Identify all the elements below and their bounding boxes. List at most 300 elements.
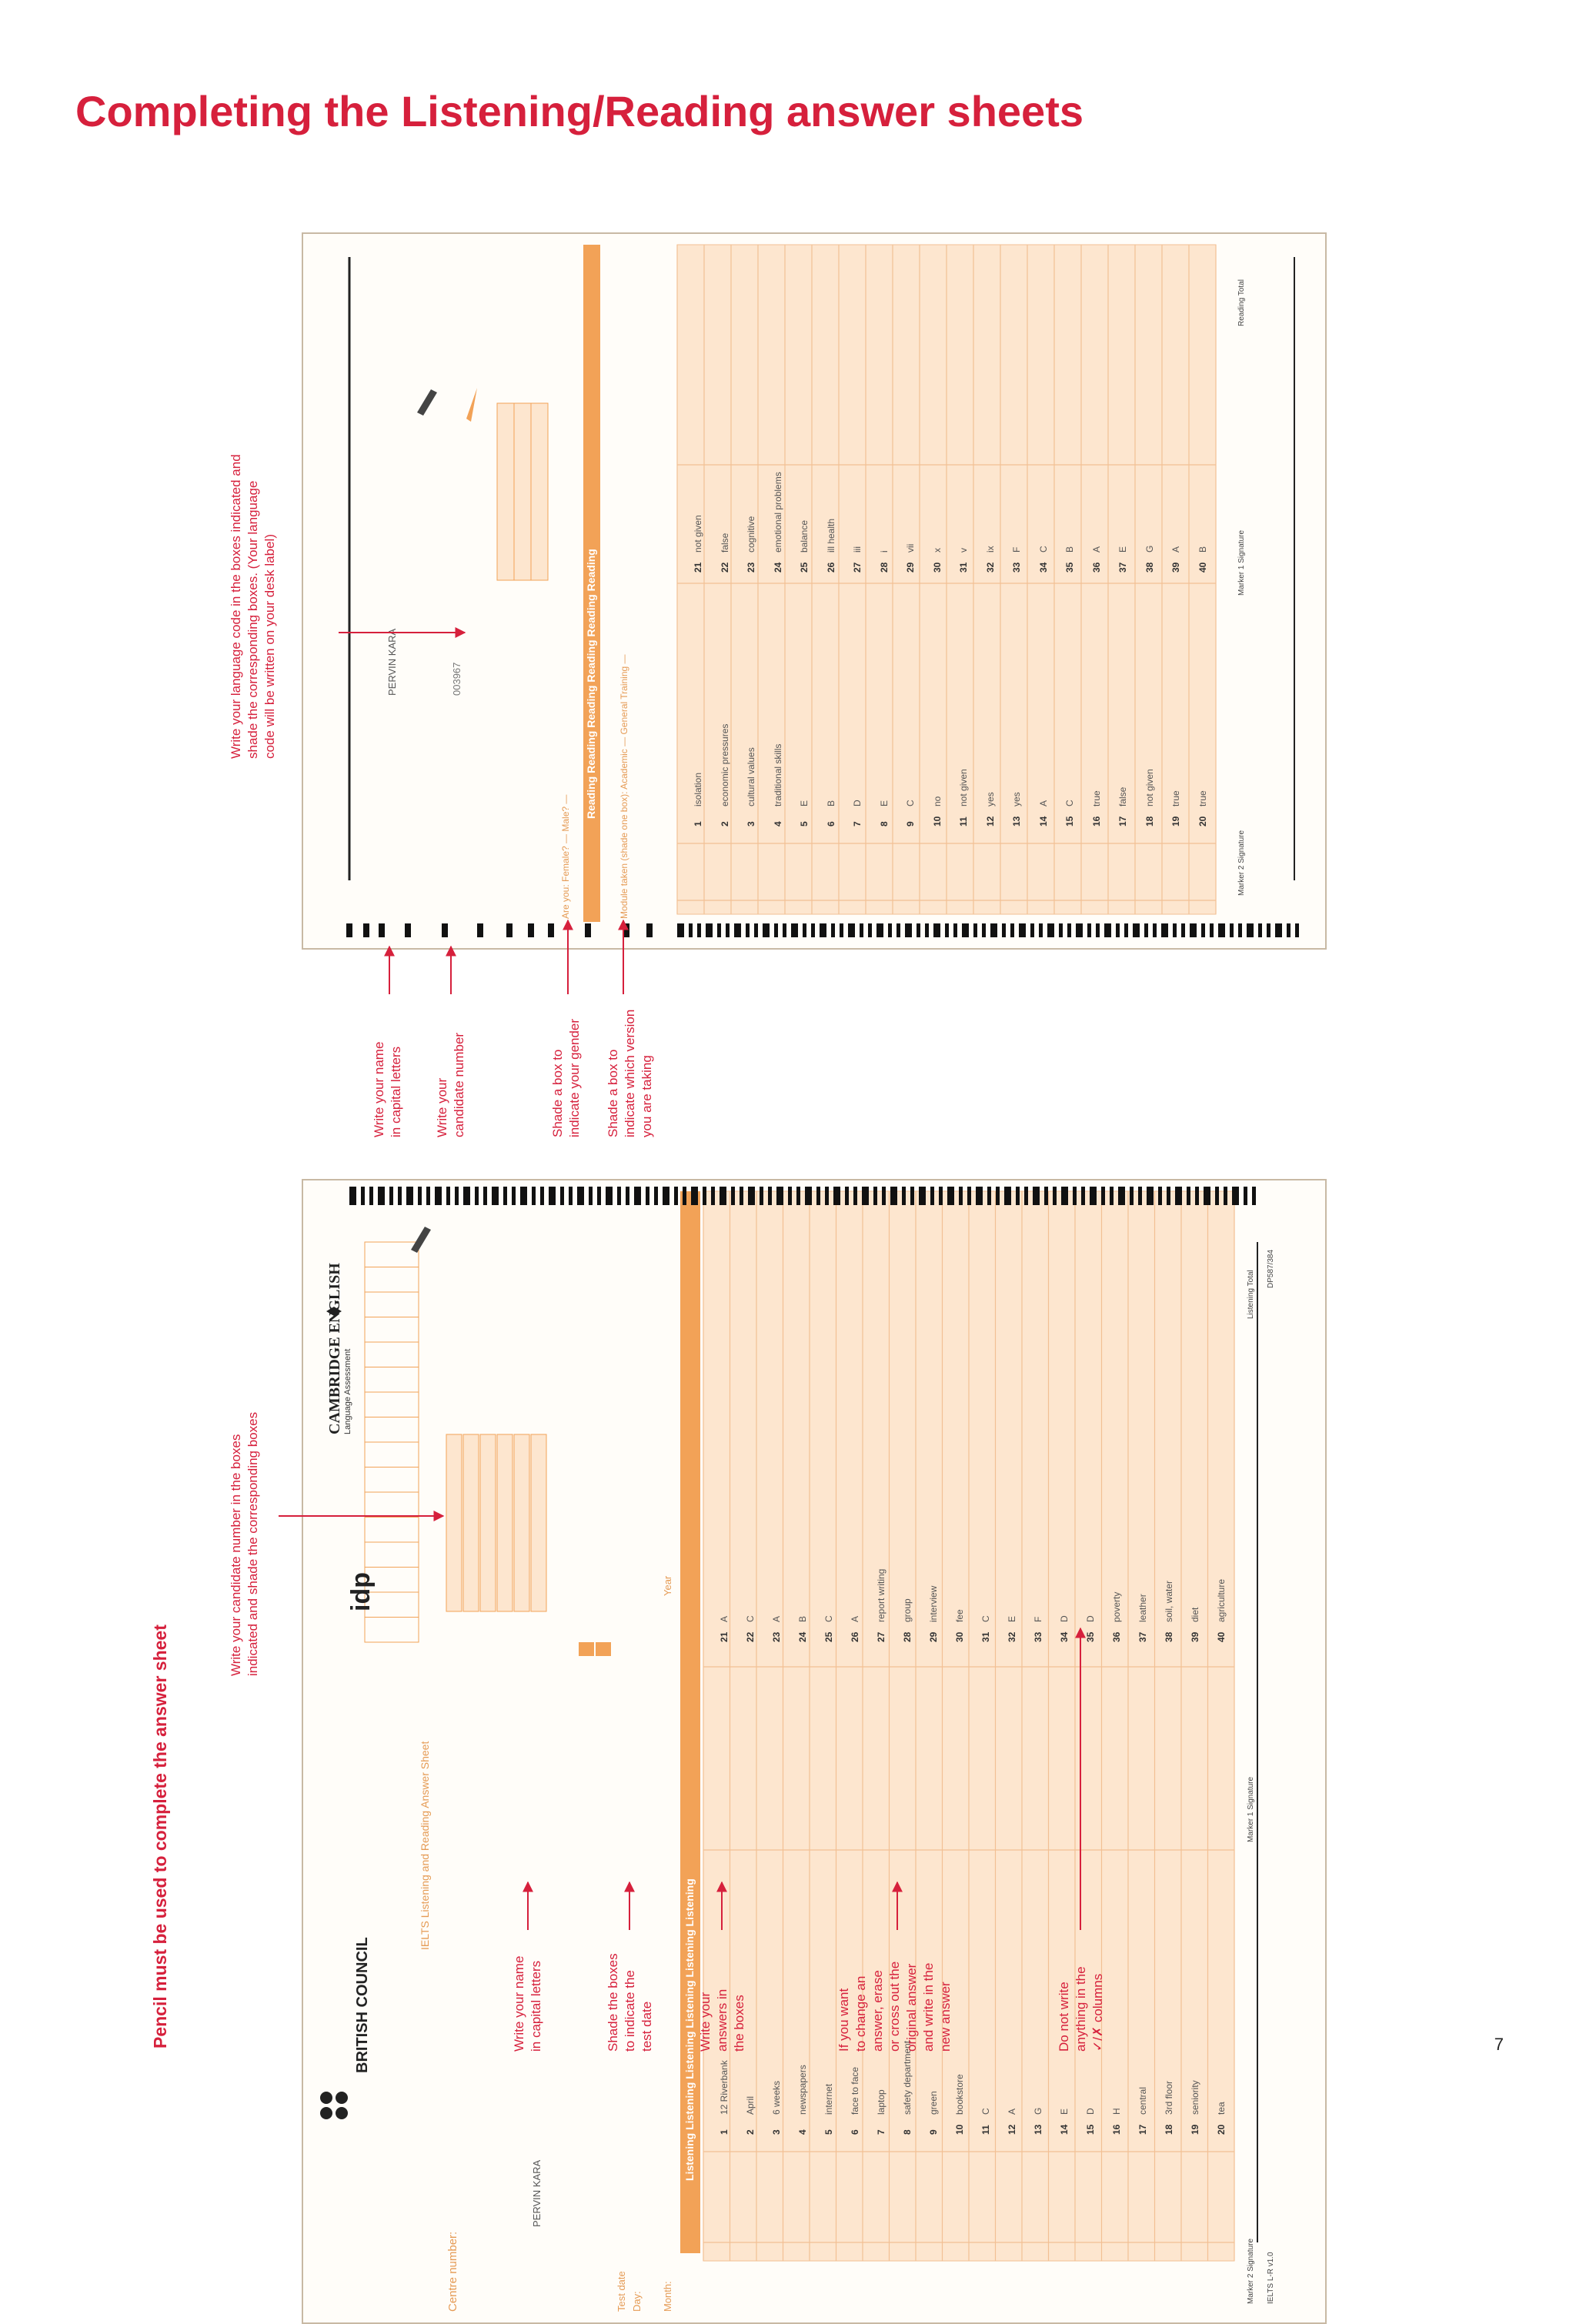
listening-note-no-write: Do not write anything in the ✓/✗ columns <box>1057 1966 1105 2052</box>
reading-note-version: Shade a box to indicate which version you are taking <box>606 1009 654 1137</box>
answer-number: 8 <box>902 2129 913 2135</box>
answer-text: not given <box>958 769 969 806</box>
answer-number: 6 <box>825 821 836 826</box>
timing-mark <box>1116 923 1120 937</box>
answer-text: 12 Riverbank <box>719 2060 730 2115</box>
timing-mark <box>1019 923 1026 937</box>
answer-text: true <box>1090 790 1102 806</box>
timing-mark <box>1244 1187 1247 1205</box>
reading-marker-2: Marker 2 Signature <box>1237 830 1246 896</box>
answer-row <box>790 1935 816 2135</box>
answer-row <box>1077 1442 1104 1642</box>
answer-number: 37 <box>1137 1631 1148 1642</box>
timing-mark <box>740 1187 743 1205</box>
reading-candidate-name: PERVIN KARA <box>386 628 398 696</box>
form-code: IELTS L-R v1.0 <box>1267 2252 1275 2304</box>
pencil-note: Pencil must be used to complete the answer sheet <box>150 1624 170 2049</box>
cambridge-logo: CAMBRIDGE ENGLISH <box>326 1263 343 1434</box>
timing-mark <box>845 1187 849 1205</box>
answer-text: traditional skills <box>772 743 783 806</box>
answer-row <box>685 388 712 573</box>
reading-candidate-number: 003967 <box>451 662 462 696</box>
answer-row <box>871 642 898 826</box>
timing-mark <box>706 923 713 937</box>
year-label: Year <box>662 1575 673 1596</box>
answer-text: not given <box>1144 769 1155 806</box>
timing-mark <box>796 1187 800 1205</box>
answer-text: yes <box>1011 792 1022 806</box>
timing-mark <box>1153 923 1157 937</box>
cambridge-logo-sub: Language Assessment <box>343 1348 352 1434</box>
answer-row <box>818 642 845 826</box>
form-title: IELTS Listening and Reading Answer Sheet <box>419 1741 431 1950</box>
timing-mark <box>577 1187 584 1205</box>
month-label: Month: <box>662 2281 673 2312</box>
answer-text: B <box>1197 546 1208 553</box>
answer-text: soil, water <box>1164 1580 1174 1622</box>
timing-mark <box>1024 1187 1028 1205</box>
timing-mark <box>930 1187 934 1205</box>
timing-mark <box>882 1187 886 1205</box>
listening-note-test-date: Shade the boxes to indicate the test date <box>606 1953 654 2052</box>
timing-mark <box>905 923 912 937</box>
answer-number: 34 <box>1037 562 1049 573</box>
timing-mark <box>803 923 806 937</box>
timing-mark <box>1204 1187 1210 1205</box>
listening-candidate-name: PERVIN KARA <box>531 2159 543 2227</box>
answer-row <box>1110 642 1137 826</box>
timing-mark <box>1287 923 1291 937</box>
answer-row <box>977 388 1004 573</box>
answer-text: bookstore <box>954 2074 965 2115</box>
answer-number: 24 <box>797 1631 808 1642</box>
answer-number: 21 <box>693 562 703 573</box>
answer-text: not given <box>693 515 703 553</box>
answer-text: A <box>1037 800 1049 806</box>
answer-row <box>950 642 977 826</box>
timing-mark <box>589 1187 593 1205</box>
answer-number: 25 <box>823 1631 834 1642</box>
timing-mark <box>1201 923 1205 937</box>
answer-text: internet <box>823 2083 834 2115</box>
timing-mark <box>888 923 892 937</box>
reading-sheet-graphic <box>303 234 1325 948</box>
answer-text: 3rd floor <box>1164 2080 1174 2115</box>
answer-text: green <box>928 2091 939 2115</box>
answer-text: 6 weeks <box>771 2080 782 2115</box>
answer-text: x <box>931 548 943 553</box>
timing-mark <box>760 1187 763 1205</box>
answer-number: 9 <box>905 821 916 826</box>
answer-text: central <box>1137 2086 1148 2115</box>
timing-mark <box>463 1187 470 1205</box>
timing-mark <box>1218 923 1225 937</box>
answer-row <box>1051 1442 1077 1642</box>
timing-mark <box>811 923 815 937</box>
timing-mark <box>606 1187 613 1205</box>
answer-row <box>1104 1442 1130 1642</box>
timing-mark <box>1275 923 1282 937</box>
answer-row <box>791 642 818 826</box>
answer-number: 14 <box>1037 816 1049 826</box>
answer-text: D <box>852 800 863 806</box>
answer-number: 36 <box>1090 562 1102 573</box>
timing-mark <box>1004 1187 1011 1205</box>
timing-mark <box>1047 923 1054 937</box>
answer-row <box>973 1935 999 2135</box>
answer-number: 33 <box>1011 562 1022 573</box>
answer-row <box>791 388 818 573</box>
timing-mark <box>731 1187 735 1205</box>
answer-row <box>977 642 1004 826</box>
answer-number: 38 <box>1144 562 1155 573</box>
answer-number: 31 <box>980 1631 991 1642</box>
timing-mark <box>1033 1187 1040 1205</box>
answer-row <box>973 1442 999 1642</box>
reading-note-language-code: Write your language code in the boxes indicated and shade the corresponding boxes. (Your language code will be written on your desk label) <box>229 454 277 759</box>
bc-logo: BRITISH COUNCIL <box>354 1937 371 2073</box>
timing-mark <box>933 923 940 937</box>
answer-text: C <box>745 1615 756 1622</box>
answer-row <box>737 1442 763 1642</box>
answer-text: interview <box>928 1585 939 1622</box>
timing-mark <box>1295 923 1299 937</box>
reading-marker-1: Marker 1 Signature <box>1237 529 1246 596</box>
reading-answers-21-40 <box>685 388 1216 573</box>
timing-mark <box>1118 1187 1125 1205</box>
answer-row <box>1104 1935 1130 2135</box>
timing-mark <box>703 1187 706 1205</box>
answer-text: iii <box>852 546 863 553</box>
timing-mark <box>1195 1187 1199 1205</box>
answer-number: 26 <box>850 1631 860 1642</box>
timing-mark <box>446 1187 450 1205</box>
reading-total: Reading Total <box>1237 279 1246 326</box>
answer-number: 10 <box>954 2124 965 2135</box>
timing-mark <box>1230 923 1234 937</box>
timing-mark <box>512 1187 516 1205</box>
timing-mark <box>569 1187 573 1205</box>
answer-text: A <box>1090 546 1102 553</box>
answer-text: C <box>1064 800 1075 806</box>
answer-number: 40 <box>1216 1631 1227 1642</box>
answer-row <box>738 642 765 826</box>
answer-number: 40 <box>1197 562 1208 573</box>
timing-mark <box>455 1187 459 1205</box>
timing-mark <box>626 1187 629 1205</box>
timing-mark <box>763 923 770 937</box>
answer-row <box>1190 642 1217 826</box>
answer-number: 20 <box>1197 816 1208 826</box>
test-date-label: Test date <box>616 2271 627 2312</box>
timing-mark <box>1215 1187 1219 1205</box>
timing-mark <box>1096 923 1100 937</box>
answer-number: 36 <box>1111 1631 1122 1642</box>
timing-mark <box>1016 1187 1020 1205</box>
timing-mark <box>1267 923 1270 937</box>
answer-text: v <box>958 548 969 553</box>
answer-row <box>1137 388 1164 573</box>
timing-mark <box>947 1187 954 1205</box>
answer-text: C <box>1037 546 1049 553</box>
reading-answers-1-20 <box>685 642 1216 826</box>
answer-number: 3 <box>771 2129 782 2135</box>
timing-mark <box>674 1187 678 1205</box>
answer-number: 30 <box>954 1631 965 1642</box>
answer-number: 35 <box>1085 1631 1096 1642</box>
timing-mark <box>1104 923 1111 937</box>
answer-row <box>924 388 951 573</box>
answer-number: 15 <box>1085 2124 1096 2135</box>
answer-text: false <box>719 533 730 553</box>
timing-mark <box>1067 923 1071 937</box>
timing-mark <box>677 923 684 937</box>
answer-number: 21 <box>719 1631 730 1642</box>
answer-text: fee <box>954 1609 965 1622</box>
timing-mark <box>1073 1187 1077 1205</box>
timing-mark <box>560 1187 564 1205</box>
answer-row <box>1156 1935 1182 2135</box>
timing-mark <box>1059 923 1063 937</box>
timing-mark <box>389 1187 393 1205</box>
answer-row <box>920 1442 947 1642</box>
answer-text: poverty <box>1111 1591 1122 1622</box>
answer-number: 31 <box>958 562 969 573</box>
answer-text: yes <box>984 792 996 806</box>
answer-text: leather <box>1137 1594 1148 1622</box>
answer-number: 39 <box>1170 562 1181 573</box>
answer-row <box>763 1935 790 2135</box>
answer-text: i <box>878 550 890 553</box>
timing-mark <box>711 1187 715 1205</box>
sheet-id: DP587/384 <box>1267 1249 1275 1288</box>
answer-row <box>999 1935 1025 2135</box>
answer-text: B <box>1064 546 1075 553</box>
timing-mark <box>683 1187 686 1205</box>
answer-text: B <box>797 1615 808 1622</box>
timing-mark <box>398 1187 402 1205</box>
timing-mark <box>492 1187 499 1205</box>
answer-text: report writing <box>876 1568 886 1622</box>
answer-number: 28 <box>902 1631 913 1642</box>
timing-mark <box>503 1187 507 1205</box>
timing-mark <box>1187 1187 1190 1205</box>
timing-mark <box>853 1187 857 1205</box>
timing-mark <box>1167 1187 1170 1205</box>
answer-text: A <box>719 1615 730 1622</box>
answer-number: 4 <box>797 2129 808 2135</box>
timing-mark <box>1053 1187 1057 1205</box>
timing-mark <box>1175 1187 1182 1205</box>
answer-text: vii <box>905 543 916 553</box>
day-label: Day: <box>631 2291 643 2312</box>
answer-number: 2 <box>745 2129 756 2135</box>
answer-row <box>1130 1442 1156 1642</box>
timing-mark <box>973 923 977 937</box>
timing-mark <box>791 923 798 937</box>
timing-mark <box>689 923 693 937</box>
answer-number: 28 <box>878 562 890 573</box>
answer-row <box>1003 388 1030 573</box>
answer-number: 33 <box>1033 1631 1043 1642</box>
timing-mark <box>1030 923 1034 937</box>
answer-number: 8 <box>878 821 890 826</box>
timing-mark <box>663 1187 669 1205</box>
answer-text: economic pressures <box>719 723 730 806</box>
timing-mark <box>890 1187 897 1205</box>
answer-number: 22 <box>719 562 730 573</box>
answer-text: F <box>1011 546 1022 553</box>
answer-row <box>897 642 924 826</box>
timing-mark <box>654 1187 658 1205</box>
answer-number: 3 <box>746 821 756 826</box>
timing-mark <box>717 923 721 937</box>
answer-text: ix <box>984 546 996 553</box>
answer-row <box>897 388 924 573</box>
answer-text: G <box>1033 2107 1043 2115</box>
answer-number: 23 <box>746 562 756 573</box>
timing-mark <box>1076 923 1083 937</box>
timing-mark <box>1133 923 1140 937</box>
timing-mark <box>1124 923 1128 937</box>
answer-number: 1 <box>719 2129 730 2135</box>
timing-mark <box>873 1187 877 1205</box>
answer-text: A <box>1007 2108 1017 2115</box>
answer-row <box>1084 642 1110 826</box>
answer-number: 18 <box>1144 816 1155 826</box>
answer-number: 19 <box>1190 2124 1200 2135</box>
answer-text: H <box>1111 2108 1122 2115</box>
answer-row <box>763 1442 790 1642</box>
answer-number: 24 <box>772 562 783 573</box>
answer-number: 35 <box>1064 562 1075 573</box>
answer-number: 29 <box>905 562 916 573</box>
answer-number: 6 <box>850 2129 860 2135</box>
timing-mark <box>697 923 701 937</box>
answer-text: cognitive <box>746 516 756 553</box>
answer-row <box>894 1442 920 1642</box>
listening-note-candidate-number: Write your candidate number in the boxes indicated and shade the corresponding boxes <box>229 1411 260 1676</box>
answer-text: false <box>1117 786 1128 806</box>
timing-mark <box>520 1187 527 1205</box>
answer-text: D <box>1085 2108 1096 2115</box>
answer-row <box>871 388 898 573</box>
timing-mark <box>754 923 758 937</box>
timing-mark <box>816 1187 820 1205</box>
timing-mark <box>378 1187 385 1205</box>
timing-mark <box>1181 923 1185 937</box>
answer-text: E <box>1059 2108 1070 2115</box>
timing-mark <box>691 1187 698 1205</box>
answer-text: newspapers <box>797 2065 808 2115</box>
answer-text: B <box>825 800 836 806</box>
timing-mark <box>748 1187 755 1205</box>
answer-number: 23 <box>771 1631 782 1642</box>
answer-row <box>712 388 739 573</box>
answer-text: safety department <box>902 2040 913 2115</box>
answer-row <box>1030 388 1057 573</box>
answer-text: D <box>1085 1615 1096 1622</box>
answer-row <box>1156 1442 1182 1642</box>
timing-mark <box>990 923 997 937</box>
timing-mark <box>876 923 883 937</box>
timing-mark <box>868 923 872 937</box>
answer-number: 15 <box>1064 816 1075 826</box>
answer-text: no <box>931 796 943 806</box>
listening-answers-1-20 <box>711 1935 1234 2135</box>
timing-mark <box>962 923 969 937</box>
timing-mark <box>1190 923 1197 937</box>
timing-mark <box>369 1187 373 1205</box>
answer-number: 25 <box>799 562 810 573</box>
answer-number: 12 <box>984 816 996 826</box>
answer-row <box>1182 1935 1208 2135</box>
timing-mark <box>1252 1187 1256 1205</box>
listening-note-answers: Write your answers in the boxes <box>698 1988 746 2052</box>
answer-text: F <box>1033 1616 1043 1622</box>
page-number: 7 <box>1494 2035 1504 2054</box>
listening-sheet-graphic <box>303 1180 1325 2324</box>
answer-row <box>1163 388 1190 573</box>
timing-mark <box>426 1187 430 1205</box>
answer-text: cultural values <box>746 747 756 806</box>
answer-row <box>712 642 739 826</box>
answer-number: 22 <box>745 1631 756 1642</box>
answer-text: ill health <box>825 518 836 553</box>
timing-mark <box>805 1187 812 1205</box>
timing-mark <box>540 1187 544 1205</box>
answer-number: 9 <box>928 2129 939 2135</box>
answer-number: 13 <box>1011 816 1022 826</box>
answer-row <box>711 1442 737 1642</box>
answer-row <box>844 388 871 573</box>
timing-mark <box>833 1187 840 1205</box>
answer-number: 19 <box>1170 816 1181 826</box>
timing-mark <box>976 1187 983 1205</box>
answer-number: 32 <box>1007 1631 1017 1642</box>
answer-number: 16 <box>1111 2124 1122 2135</box>
timing-mark <box>768 1187 772 1205</box>
answer-text: C <box>980 1615 991 1622</box>
answer-row <box>1190 388 1217 573</box>
answer-number: 4 <box>772 821 783 826</box>
timing-mark <box>549 1187 556 1205</box>
timing-mark <box>848 923 855 937</box>
timing-mark <box>840 923 843 937</box>
timing-mark <box>532 1187 536 1205</box>
timing-mark <box>349 1187 356 1205</box>
listening-total: Listening Total <box>1247 1270 1255 1319</box>
answer-number: 34 <box>1059 1631 1070 1642</box>
timing-mark <box>1002 923 1006 937</box>
timing-mark <box>959 1187 963 1205</box>
answer-number: 17 <box>1117 816 1128 826</box>
timing-mark <box>1173 923 1177 937</box>
answer-row <box>1057 642 1084 826</box>
answer-text: A <box>850 1615 860 1622</box>
answer-row <box>1208 1442 1234 1642</box>
timing-mark <box>1081 1187 1085 1205</box>
answer-text: balance <box>799 519 810 553</box>
answer-row <box>1110 388 1137 573</box>
timing-mark <box>967 1187 971 1205</box>
timing-mark <box>726 923 730 937</box>
timing-mark <box>361 1187 365 1205</box>
answer-number: 12 <box>1007 2124 1017 2135</box>
timing-mark <box>1010 923 1014 937</box>
answer-row <box>1182 1442 1208 1642</box>
timing-mark <box>646 1187 649 1205</box>
